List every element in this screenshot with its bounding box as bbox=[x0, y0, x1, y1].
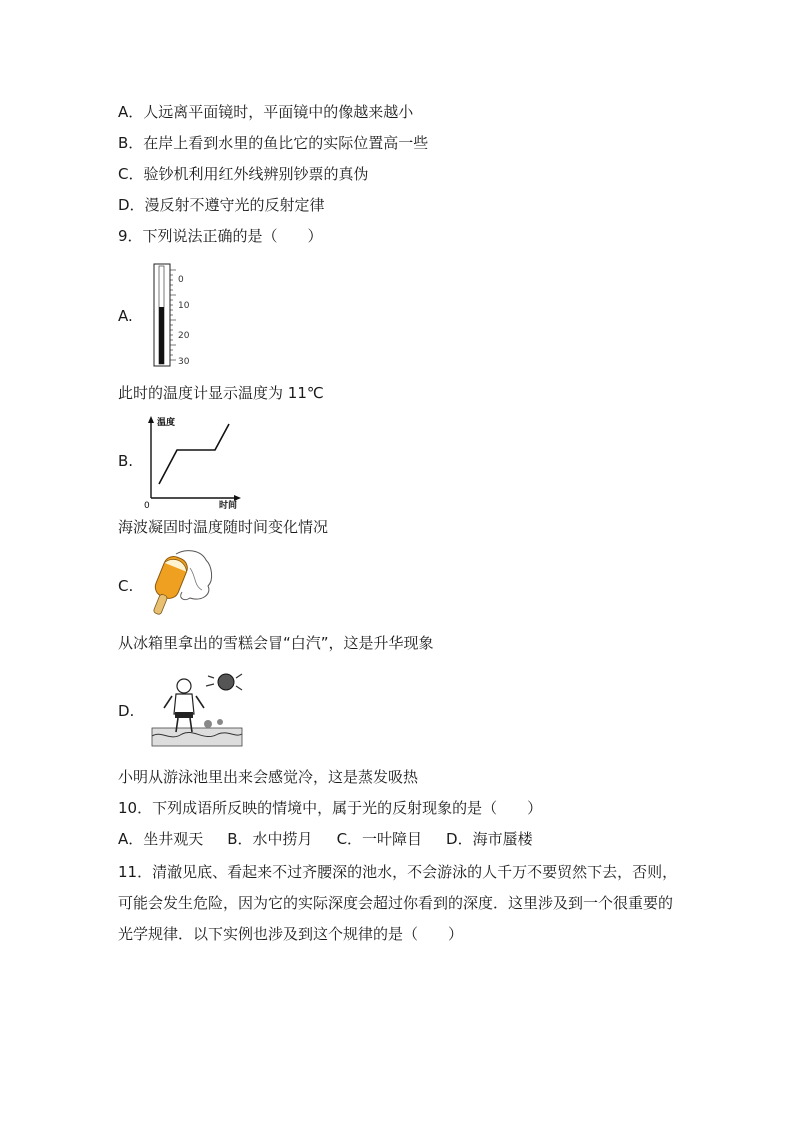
q9-b-label: B. bbox=[118, 452, 134, 470]
graph-y-label: 温度 bbox=[157, 418, 176, 428]
swimmer-head bbox=[177, 679, 191, 693]
splash-1 bbox=[204, 720, 212, 728]
q10-option-d: D．海市蜃楼 bbox=[446, 830, 533, 848]
q9-stem: 9．下列说法正确的是（ ） bbox=[118, 227, 323, 245]
thermometer-tick-20: 20 bbox=[178, 331, 190, 341]
q8-option-a: A．人远离平面镜时，平面镜中的像越来越小 bbox=[118, 103, 414, 121]
q9-a-text: 此时的温度计显示温度为 11℃ bbox=[118, 384, 324, 402]
q10-option-a: A．坐井观天 bbox=[118, 830, 204, 848]
graph-x-label: 时间 bbox=[219, 501, 238, 510]
q9-d-text: 小明从游泳池里出来会感觉冷，这是蒸发吸热 bbox=[118, 768, 419, 786]
q10-option-c: C．一叶障目 bbox=[336, 830, 423, 848]
thermometer-tick-30: 30 bbox=[178, 357, 190, 367]
q8-option-d: D．漫反射不遵守光的反射定律 bbox=[118, 196, 325, 214]
graph-origin-label: 0 bbox=[144, 501, 150, 510]
q10-option-b: B．水中捞月 bbox=[227, 830, 313, 848]
splash-2 bbox=[217, 719, 223, 725]
q8-option-c: C．验钞机利用红外线辨别钞票的真伪 bbox=[118, 165, 369, 183]
q8-option-b: B．在岸上看到水里的鱼比它的实际位置高一些 bbox=[118, 134, 429, 152]
swimmer-figure bbox=[148, 668, 246, 752]
swim-trunks bbox=[175, 712, 193, 718]
q10-stem: 10．下列成语所反映的情境中，属于光的反射现象的是（ ） bbox=[118, 799, 543, 817]
thermometer-liquid-column bbox=[159, 307, 164, 364]
q10-options-row bbox=[118, 829, 557, 849]
wind-face bbox=[218, 674, 234, 690]
cooling-curve-graph bbox=[143, 412, 243, 510]
swimmer-torso bbox=[174, 694, 194, 714]
popsicle-stick bbox=[153, 594, 168, 616]
q9-a-label: A. bbox=[118, 307, 133, 325]
thermometer-tick-0: 0 bbox=[178, 275, 184, 285]
q11-stem: 11．清澈见底、看起来不过齐腰深的池水，不会游泳的人千万不要贸然下去，否则，可能会发生危险，因为它的实际深度会超过你看到的深度．这里涉及到一个很重要的光学规律．以下实例也涉及到这个规律的是（ ） bbox=[118, 863, 678, 943]
q9-d-label: D. bbox=[118, 702, 135, 720]
thermometer-figure bbox=[148, 262, 198, 368]
y-axis-arrow bbox=[148, 416, 154, 423]
temperature-curve bbox=[159, 424, 229, 484]
q9-b-text: 海波凝固时温度随时间变化情况 bbox=[118, 518, 329, 536]
popsicle-figure bbox=[146, 546, 216, 622]
q9-c-text: 从冰箱里拿出的雪糕会冒“白汽”，这是升华现象 bbox=[118, 634, 434, 652]
thermometer-tick-marks bbox=[170, 270, 176, 360]
thermometer-tick-10: 10 bbox=[178, 301, 190, 311]
pool-edge bbox=[152, 728, 242, 746]
q9-c-label: C. bbox=[118, 577, 134, 595]
